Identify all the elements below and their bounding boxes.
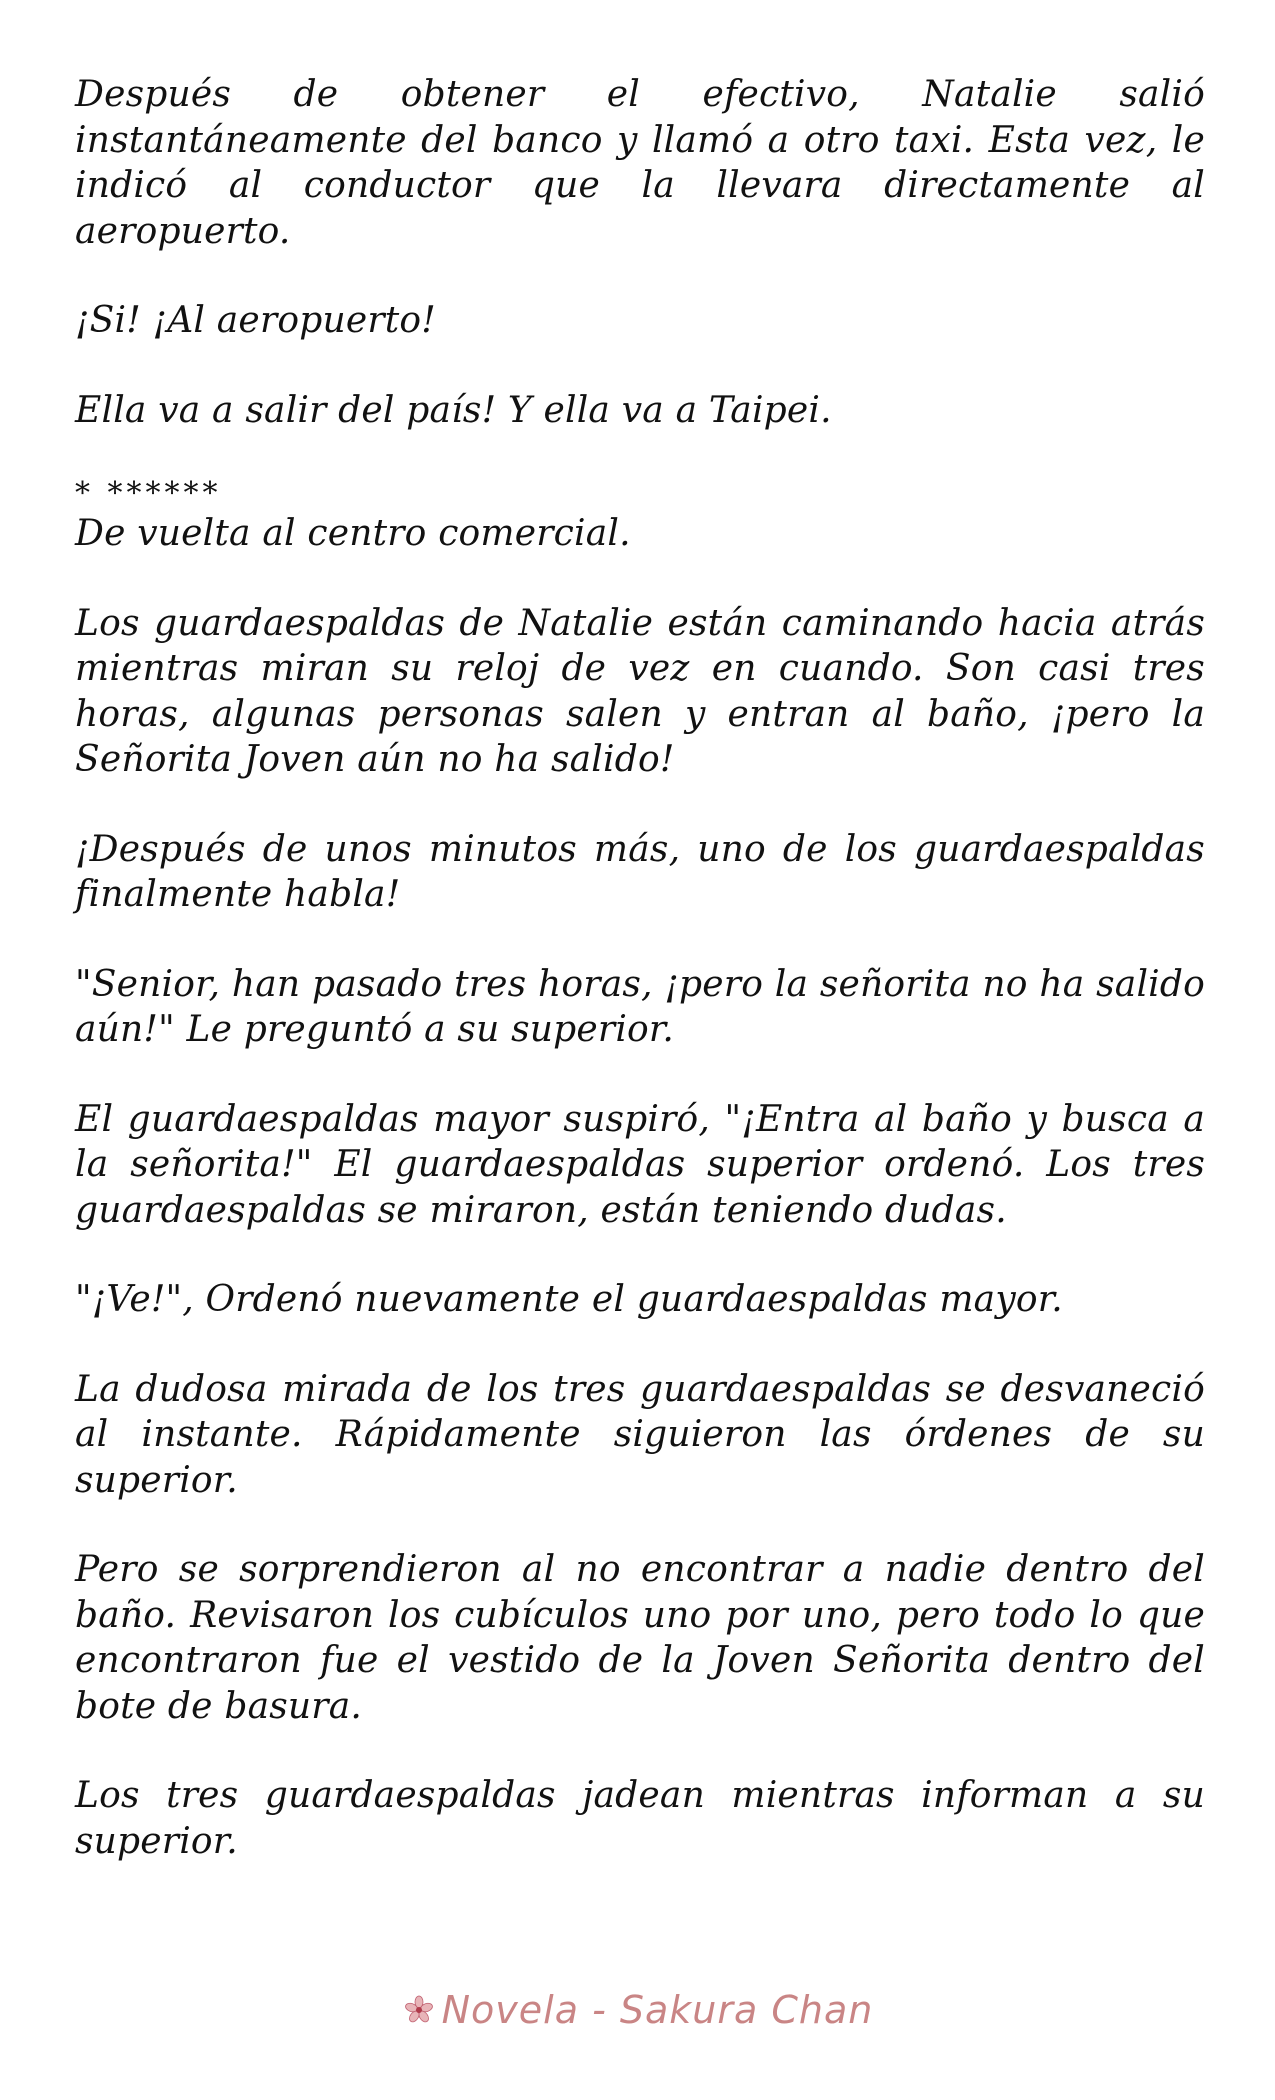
scene-separator: * ****** xyxy=(75,476,222,511)
paragraph-bodyguard-speaks: ¡Después de unos minutos más, uno de los guardaespaldas finalmente habla! xyxy=(75,828,1205,915)
paragraph-taipei: Ella va a salir del país! Y ella va a Taipei. xyxy=(75,389,832,431)
footer-brand-text: Novela - Sakura Chan xyxy=(441,1988,874,2032)
paragraph-bodyguards-waiting: Los guardaespaldas de Natalie están caminando hacia atrás mientras miran su reloj de vez en cuando. Son casi tres horas, algunas personas salen y entran al baño, ¡pero la Señorita Joven aún no ha salido! xyxy=(75,602,1205,780)
cherry-blossom-icon xyxy=(402,1993,436,2027)
document-body xyxy=(75,72,1205,1864)
paragraph-senior-question: "Senior, han pasado tres horas, ¡pero la señorita no ha salido aún!" Le preguntó a su superior. xyxy=(75,963,1205,1050)
paragraph-senior-orders: El guardaespaldas mayor suspiró, "¡Entra al baño y busca a la señorita!" El guardaespaldas superior ordenó. Los tres guardaespaldas se miraron, están teniendo dudas. xyxy=(75,1098,1205,1231)
paragraph-doubt-vanished: La dudosa mirada de los tres guardaespaldas se desvaneció al instante. Rápidamente siguieron las órdenes de su superior. xyxy=(75,1368,1205,1501)
paragraph-go-order: "¡Ve!", Ordenó nuevamente el guardaespaldas mayor. xyxy=(75,1279,1063,1320)
paragraph-empty-bathroom: Pero se sorprendieron al no encontrar a nadie dentro del baño. Revisaron los cubículos uno por uno, pero todo lo que encontraron fue el vestido de la Joven Señorita dentro del bote de basura. xyxy=(75,1549,1205,1727)
paragraph-mall: De vuelta al centro comercial. xyxy=(75,513,631,554)
paragraph-exclamation-airport: ¡Si! ¡Al aeropuerto! xyxy=(75,300,436,341)
footer-watermark xyxy=(0,1988,1275,2032)
paragraph-report-superior: Los tres guardaespaldas jadean mientras informan a su superior. xyxy=(75,1775,1205,1862)
paragraph-cash-airport: Después de obtener el efectivo, Natalie salió instantáneamente del banco y llamó a otro taxi. Esta vez, le indicó al conductor que la llevara directamente al aeropuerto. xyxy=(75,74,1205,252)
